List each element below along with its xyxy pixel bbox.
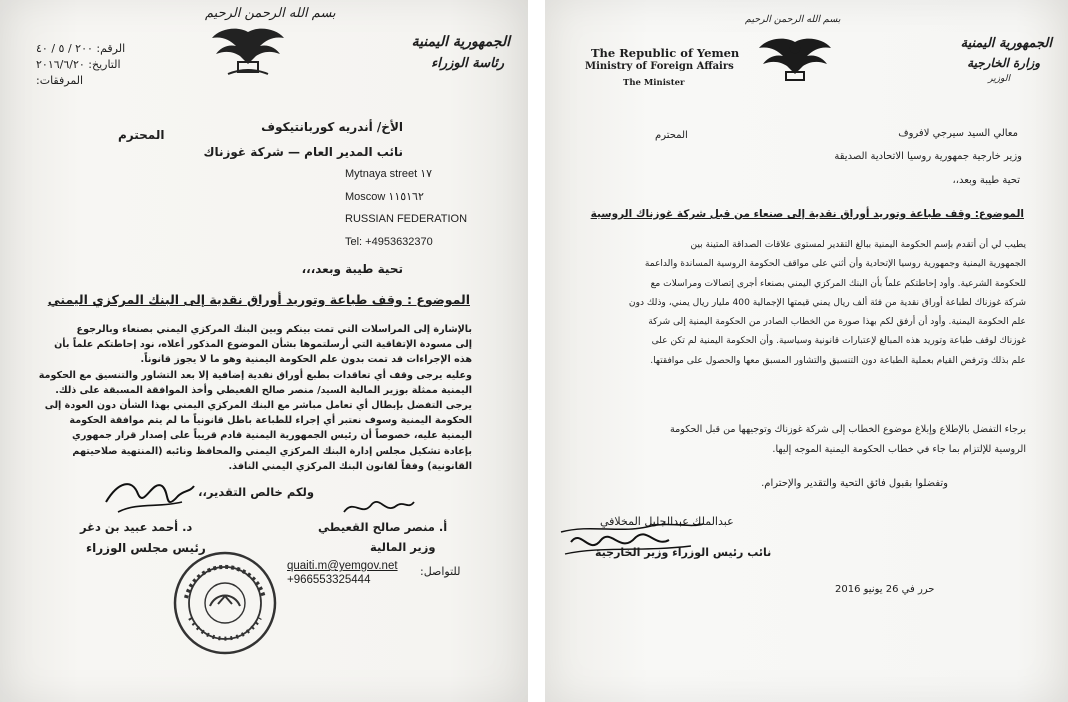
l2-body-line: يطيب لي أن أتقدم بإسم الحكومة اليمنية ببالغ التقدير لمستوى علاقات الصداقة المتينة بين [690, 240, 1026, 250]
l2-body-line: غوزناك لوقف طباعة وتوريد هذه المبالغ لإعتبارات قانونية وسياسية. وأن الحكومة اليمنية لم تكن على [651, 336, 1026, 347]
l1-office-name: رئاسة الوزراء [431, 56, 504, 71]
l2-body-line: للحكومة الشرعية. وأود إحاطتكم علماً بأن البنك المركزي اليمني بصنعاء أجرى إتصالات ومراسلات مع [650, 278, 1026, 289]
l1-date-value: ٢٠١٦/٦/٢٠ [36, 58, 85, 71]
l1-body-line: يرجى التفضل بإبطال أي تعامل مباشر مع البنك المركزي اليمني بهذا الشأن دون العودة إلى [44, 400, 472, 412]
l2-recipient-line2: وزير خارجية جمهورية روسيا الاتحادية الصديقة [834, 151, 1022, 162]
l1-closing: ولكم خالص التقدير،، [198, 485, 314, 499]
l1-recipient-line2: نائب المدير العام — شركة غوزناك [203, 145, 403, 159]
l1-body-line: بالإشارة إلى المراسلات التي تمت بينكم وبين البنك المركزي اليمني بصنعاء وبالرجوع [76, 324, 472, 335]
l1-body-line: بإعادة تشكيل مجلس إدارة البنك المركزي اليمني والمحافظ ونائبه (المنتهية صلاحيتهم [72, 445, 472, 457]
l1-sig-right-title: رئيس مجلس الوزراء [86, 541, 206, 555]
l2-signatory-name: عبدالملك عبدالجليل المخلافي [600, 515, 734, 528]
l1-date-line: التاريخ: ٢٠١٦/٦/٢٠ [36, 58, 121, 71]
l1-ref-value: ٢٠٠ / ٥ / ٤٠ [36, 42, 93, 55]
l2-greeting: تحية طيبة وبعد،، [952, 175, 1020, 186]
l1-body-line: الحكومة اليمنية وسوف نعتبر أي إجراء للطباعة باطل قانونياً ما لم يتم موافقة الحكومة [69, 415, 472, 427]
l1-sig-left-name: أ. منصر صالح القعيطي [318, 520, 448, 534]
l1-date-label: التاريخ [91, 58, 121, 71]
l2-en-line3: The Minister [623, 78, 685, 88]
l1-recipient-honorific: المحترم [118, 128, 165, 142]
l1-state-name: الجمهورية اليمنية [411, 34, 510, 50]
l2-body-line: علم بذلك وترفض القيام بعملية الطباعة دون التنسيق والتشاور المسبق معها والحصول على موافقتها. [650, 355, 1026, 366]
l2-date-label: حرر في [901, 584, 935, 595]
l2-body-line: علم الحكومة اليمنية. وأود أن أرفق لكم بهذا صورة من الخطاب الصادر من الحكومة اليمنية إلى شركة [648, 317, 1026, 328]
l2-en-line2: Ministry of Foreign Affairs [585, 61, 734, 72]
l2-en-line1: The Republic of Yemen [591, 46, 740, 60]
l1-attachments-line: المرفقات: [36, 74, 84, 87]
l2-body-line: الجمهورية اليمنية وجمهورية روسيا الإتحادية وأن أثني على مواقف الحكومة الروسية المساندة والداعمة [644, 259, 1026, 270]
l2-basmala: بسم الله الرحمن الرحيم [745, 14, 841, 25]
signature-left-icon [338, 492, 418, 522]
l2-ar-line3: الوزير [988, 74, 1010, 84]
l1-body-line: اليمنية عليه، خصوصاً أن رئيس الجمهورية اليمنية قادم قريباً على إصدار قرار جمهوري [72, 430, 472, 442]
l1-sig-right-name: د. أحمد عبيد بن دغر [80, 520, 193, 534]
l1-ref-label: الرقم [100, 42, 126, 55]
l1-body-line: القانونية) وفقاً لقانون البنك المركزي اليمني النافذ. [228, 460, 472, 472]
l1-recipient-line1: الأخ/ أندريه كوربانتيكوف [261, 120, 403, 134]
l1-contact-phone: +966553325444 [287, 574, 371, 586]
yemen-eagle-emblem-icon [208, 22, 288, 78]
l2-ar-line1: الجمهورية اليمنية [960, 36, 1052, 51]
l1-body [32, 322, 472, 474]
l2-signatory-title: نائب رئيس الوزراء وزير الخارجية [595, 546, 772, 559]
yemen-eagle-emblem-icon [755, 34, 835, 86]
letter-prime-minister [0, 0, 528, 702]
l1-ref-line: الرقم: ٢٠٠ / ٥ / ٤٠ [36, 42, 126, 55]
l2-ar-line2: وزارة الخارجية [967, 56, 1040, 70]
l2-body2 [586, 420, 1026, 460]
l1-basmala: بسم الله الرحمن الرحيم [205, 6, 336, 21]
l2-date-value: 26 يونيو 2016 [835, 584, 899, 595]
l2-body [586, 236, 1026, 371]
l1-sig-left-title: وزير المالية [370, 540, 436, 554]
l2-subject: الموضوع: وقف طباعة وتوريد أوراق نقدية إلى صنعاء من قبل شركة غوزناك الروسية [590, 208, 1024, 220]
round-seal-stamp-icon [170, 548, 280, 658]
l2-body2-line: برجاء التفضل بالإطلاع وإبلاغ موضوع الخطاب إلى شركة غوزناك وتوجيهها من قبل الحكومة [669, 424, 1026, 435]
l1-country: RUSSIAN FEDERATION [345, 213, 468, 225]
l1-body-line: وعليه يرجى وقف أي تعاقدات بطبع أوراق نقدية إضافية إلا بعد التشاور والتنسيق مع الحكومة [38, 369, 472, 381]
l2-date-line [835, 584, 934, 595]
l1-tel: Tel: +4953632370 [345, 236, 433, 248]
l1-attachments-label: المرفقات [39, 74, 84, 87]
l2-body-line: شركة غوزناك لطباعة أوراق نقدية من فئة ألف ريال يمني قيمتها الإجمالية 400 مليار ريال يمني، وذلك دون [628, 297, 1026, 308]
l2-body2-line: الروسية للإلتزام بما جاء في خطاب الحكومة اليمنية الموجه إليها. [772, 444, 1026, 455]
l2-closing: وتفضلوا بقبول فائق التحية والتقدير والإحترام. [761, 478, 948, 489]
l1-body-line: هذه الإجراءات قد تمت بدون علم الحكومة اليمنية وهو ما لا يجوز قانوناً. [140, 354, 472, 366]
l1-body-line: إلى مسودة الإتفاقية التي أرسلتموها بشأن الموضوع المذكور أعلاه، نود إحاطتكم علماً بأن [54, 339, 472, 351]
l1-contact-label: للتواصل: [420, 565, 461, 578]
l1-greeting: تحية طيبة وبعد،،، [301, 262, 403, 276]
signature-right-icon [98, 472, 198, 520]
l1-contact-email: quaiti.m@yemgov.net [287, 560, 398, 572]
l2-recipient-honorific: المحترم [655, 130, 688, 141]
l1-city: Moscow ١١٥١٦٢ [345, 191, 424, 203]
l1-subject: الموضوع : وقف طباعة وتوريد أوراق نقدية إلى البنك المركزي اليمني [47, 292, 470, 307]
signature-icon [551, 512, 711, 568]
letter-foreign-minister [545, 0, 1068, 702]
l1-street: Mytnaya street ١٧ [345, 168, 433, 180]
l1-body-line: اليمنية ممثلة بوزير المالية السيد/ منصر صالح القعيطي وأخذ الموافقة المسبقة على ذلك. [55, 384, 472, 396]
l2-recipient-line1: معالي السيد سيرجي لافروف [898, 128, 1018, 139]
